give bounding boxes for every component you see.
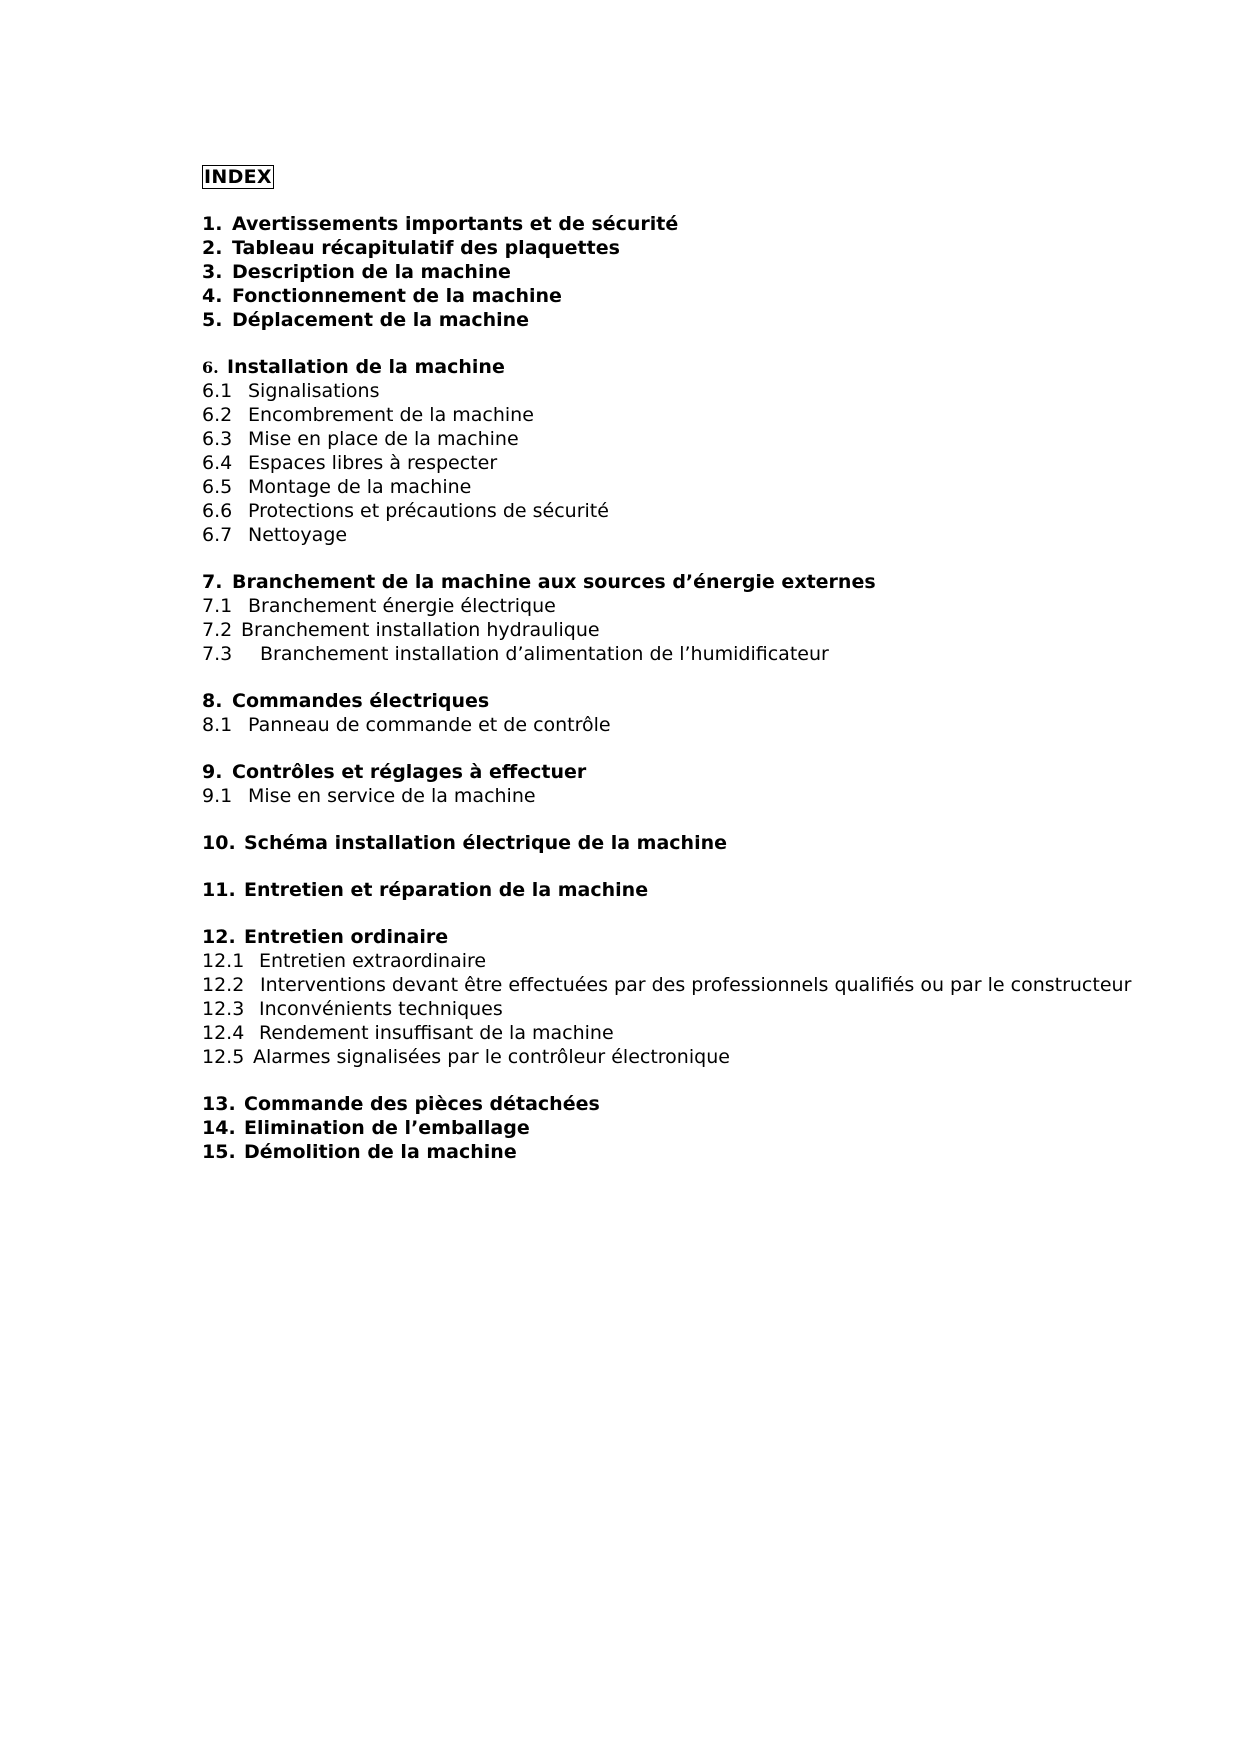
toc-entry-1 [202, 212, 1222, 236]
toc-entry-4 [202, 284, 1222, 308]
toc-entry-13 [202, 1092, 1222, 1116]
toc-entry-number: 14. [202, 1117, 236, 1139]
toc-subentry-text: Montage de la machine [248, 476, 472, 498]
toc-heading-text: Entretien et réparation de la machine [244, 879, 649, 901]
toc-entry-5 [202, 308, 1222, 332]
toc-subentry-number: 8.1 [202, 714, 233, 736]
toc-subentry-text: Branchement installation d’alimentation de l’humidificateur [260, 643, 829, 665]
toc-heading-text: Branchement de la machine aux sources d’énergie externes [232, 571, 876, 593]
toc-heading-number: 10. [202, 832, 236, 854]
table-of-contents [202, 212, 1222, 1164]
toc-subentry [202, 713, 1222, 737]
toc-entry-number: 5. [202, 309, 223, 331]
toc-subentry-number: 6.6 [202, 500, 233, 522]
toc-subentry-text: Alarmes signalisées par le contrôleur électronique [253, 1046, 730, 1068]
toc-subentry-number: 12.1 [202, 950, 245, 972]
toc-heading-8 [202, 689, 1222, 713]
toc-heading-text: Commandes électriques [232, 690, 490, 712]
toc-entry-number: 3. [202, 261, 223, 283]
index-title: INDEX [204, 166, 272, 188]
toc-subentry-text: Signalisations [248, 380, 380, 402]
toc-entry-text: Commande des pièces détachées [244, 1093, 600, 1115]
toc-subentry-number: 7.1 [202, 595, 233, 617]
toc-entry-text: Tableau récapitulatif des plaquettes [232, 237, 620, 259]
toc-subentry [202, 451, 1222, 475]
toc-subentry-number: 12.2 [202, 974, 245, 996]
toc-subentry-number: 9.1 [202, 785, 233, 807]
toc-subentry-number: 12.5 [202, 1046, 245, 1068]
toc-subentry-text: Branchement installation hydraulique [241, 619, 600, 641]
toc-entry-text: Avertissements importants et de sécurité [232, 213, 679, 235]
toc-heading-10 [202, 831, 1222, 855]
toc-subentry-number: 6.7 [202, 524, 233, 546]
toc-subentry-text: Rendement insuffisant de la machine [259, 1022, 614, 1044]
toc-subentry [202, 499, 1222, 523]
toc-subentry-number: 7.3 [202, 643, 233, 665]
toc-subentry [202, 427, 1222, 451]
toc-heading-11 [202, 878, 1222, 902]
toc-heading-text: Contrôles et réglages à effectuer [232, 761, 587, 783]
toc-heading-text: Schéma installation électrique de la machine [244, 832, 728, 854]
toc-subentry-number: 6.4 [202, 452, 233, 474]
toc-entry-number: 4. [202, 285, 223, 307]
toc-heading-7 [202, 570, 1222, 594]
toc-subentry [202, 973, 1222, 997]
toc-subentry-text: Espaces libres à respecter [248, 452, 498, 474]
toc-heading-number: 9. [202, 761, 223, 783]
toc-heading-number: 8. [202, 690, 223, 712]
toc-subentry-number: 12.3 [202, 998, 245, 1020]
toc-subentry [202, 523, 1222, 547]
toc-subentry-number: 7.2 [202, 619, 233, 641]
toc-entry-14 [202, 1116, 1222, 1140]
toc-subentry-text: Panneau de commande et de contrôle [248, 714, 611, 736]
toc-subentry [202, 1021, 1222, 1045]
toc-subentry [202, 784, 1222, 808]
toc-entry-2 [202, 236, 1222, 260]
toc-entry-number: 15. [202, 1141, 236, 1163]
toc-entry-text: Démolition de la machine [244, 1141, 517, 1163]
toc-heading-text: Entretien ordinaire [244, 926, 449, 948]
toc-subentry-number: 6.5 [202, 476, 233, 498]
toc-subentry-text: Entretien extraordinaire [259, 950, 487, 972]
toc-heading-text: Installation de la machine [227, 356, 505, 378]
toc-subentry-text: Mise en place de la machine [248, 428, 519, 450]
toc-subentry-text: Inconvénients techniques [259, 998, 503, 1020]
toc-subentry [202, 475, 1222, 499]
toc-entry-text: Description de la machine [232, 261, 511, 283]
toc-subentry [202, 403, 1222, 427]
toc-heading-number: 7. [202, 571, 223, 593]
toc-subentry [202, 594, 1222, 618]
toc-heading-12 [202, 925, 1222, 949]
toc-entry-number: 2. [202, 237, 223, 259]
toc-entry-text: Elimination de l’emballage [244, 1117, 530, 1139]
toc-subentry-number: 6.2 [202, 404, 233, 426]
toc-subentry-number: 6.1 [202, 380, 233, 402]
toc-subentry-text: Nettoyage [248, 524, 348, 546]
toc-subentry-number: 6.3 [202, 428, 233, 450]
toc-entry-number: 13. [202, 1093, 236, 1115]
toc-entry-text: Déplacement de la machine [232, 309, 530, 331]
toc-subentry [202, 997, 1222, 1021]
toc-subentry-text: Encombrement de la machine [248, 404, 534, 426]
toc-heading-number: 6. [202, 358, 219, 377]
toc-subentry [202, 949, 1222, 973]
toc-subentry [202, 618, 1222, 642]
toc-heading-number: 11. [202, 879, 236, 901]
toc-entry-15 [202, 1140, 1222, 1164]
toc-entry-number: 1. [202, 213, 223, 235]
toc-subentry-number: 12.4 [202, 1022, 245, 1044]
toc-subentry [202, 1045, 1222, 1069]
toc-entry-3 [202, 260, 1222, 284]
toc-subentry-text: Interventions devant être effectuées par des professionnels qualifiés ou par le constructeur [260, 974, 1132, 996]
toc-heading-number: 12. [202, 926, 236, 948]
toc-subentry-text: Branchement énergie électrique [248, 595, 556, 617]
toc-subentry [202, 642, 1222, 666]
toc-heading-6 [202, 355, 1222, 379]
toc-heading-9 [202, 760, 1222, 784]
toc-entry-text: Fonctionnement de la machine [232, 285, 562, 307]
toc-subentry-text: Mise en service de la machine [248, 785, 536, 807]
toc-subentry-text: Protections et précautions de sécurité [248, 500, 609, 522]
toc-subentry [202, 379, 1222, 403]
